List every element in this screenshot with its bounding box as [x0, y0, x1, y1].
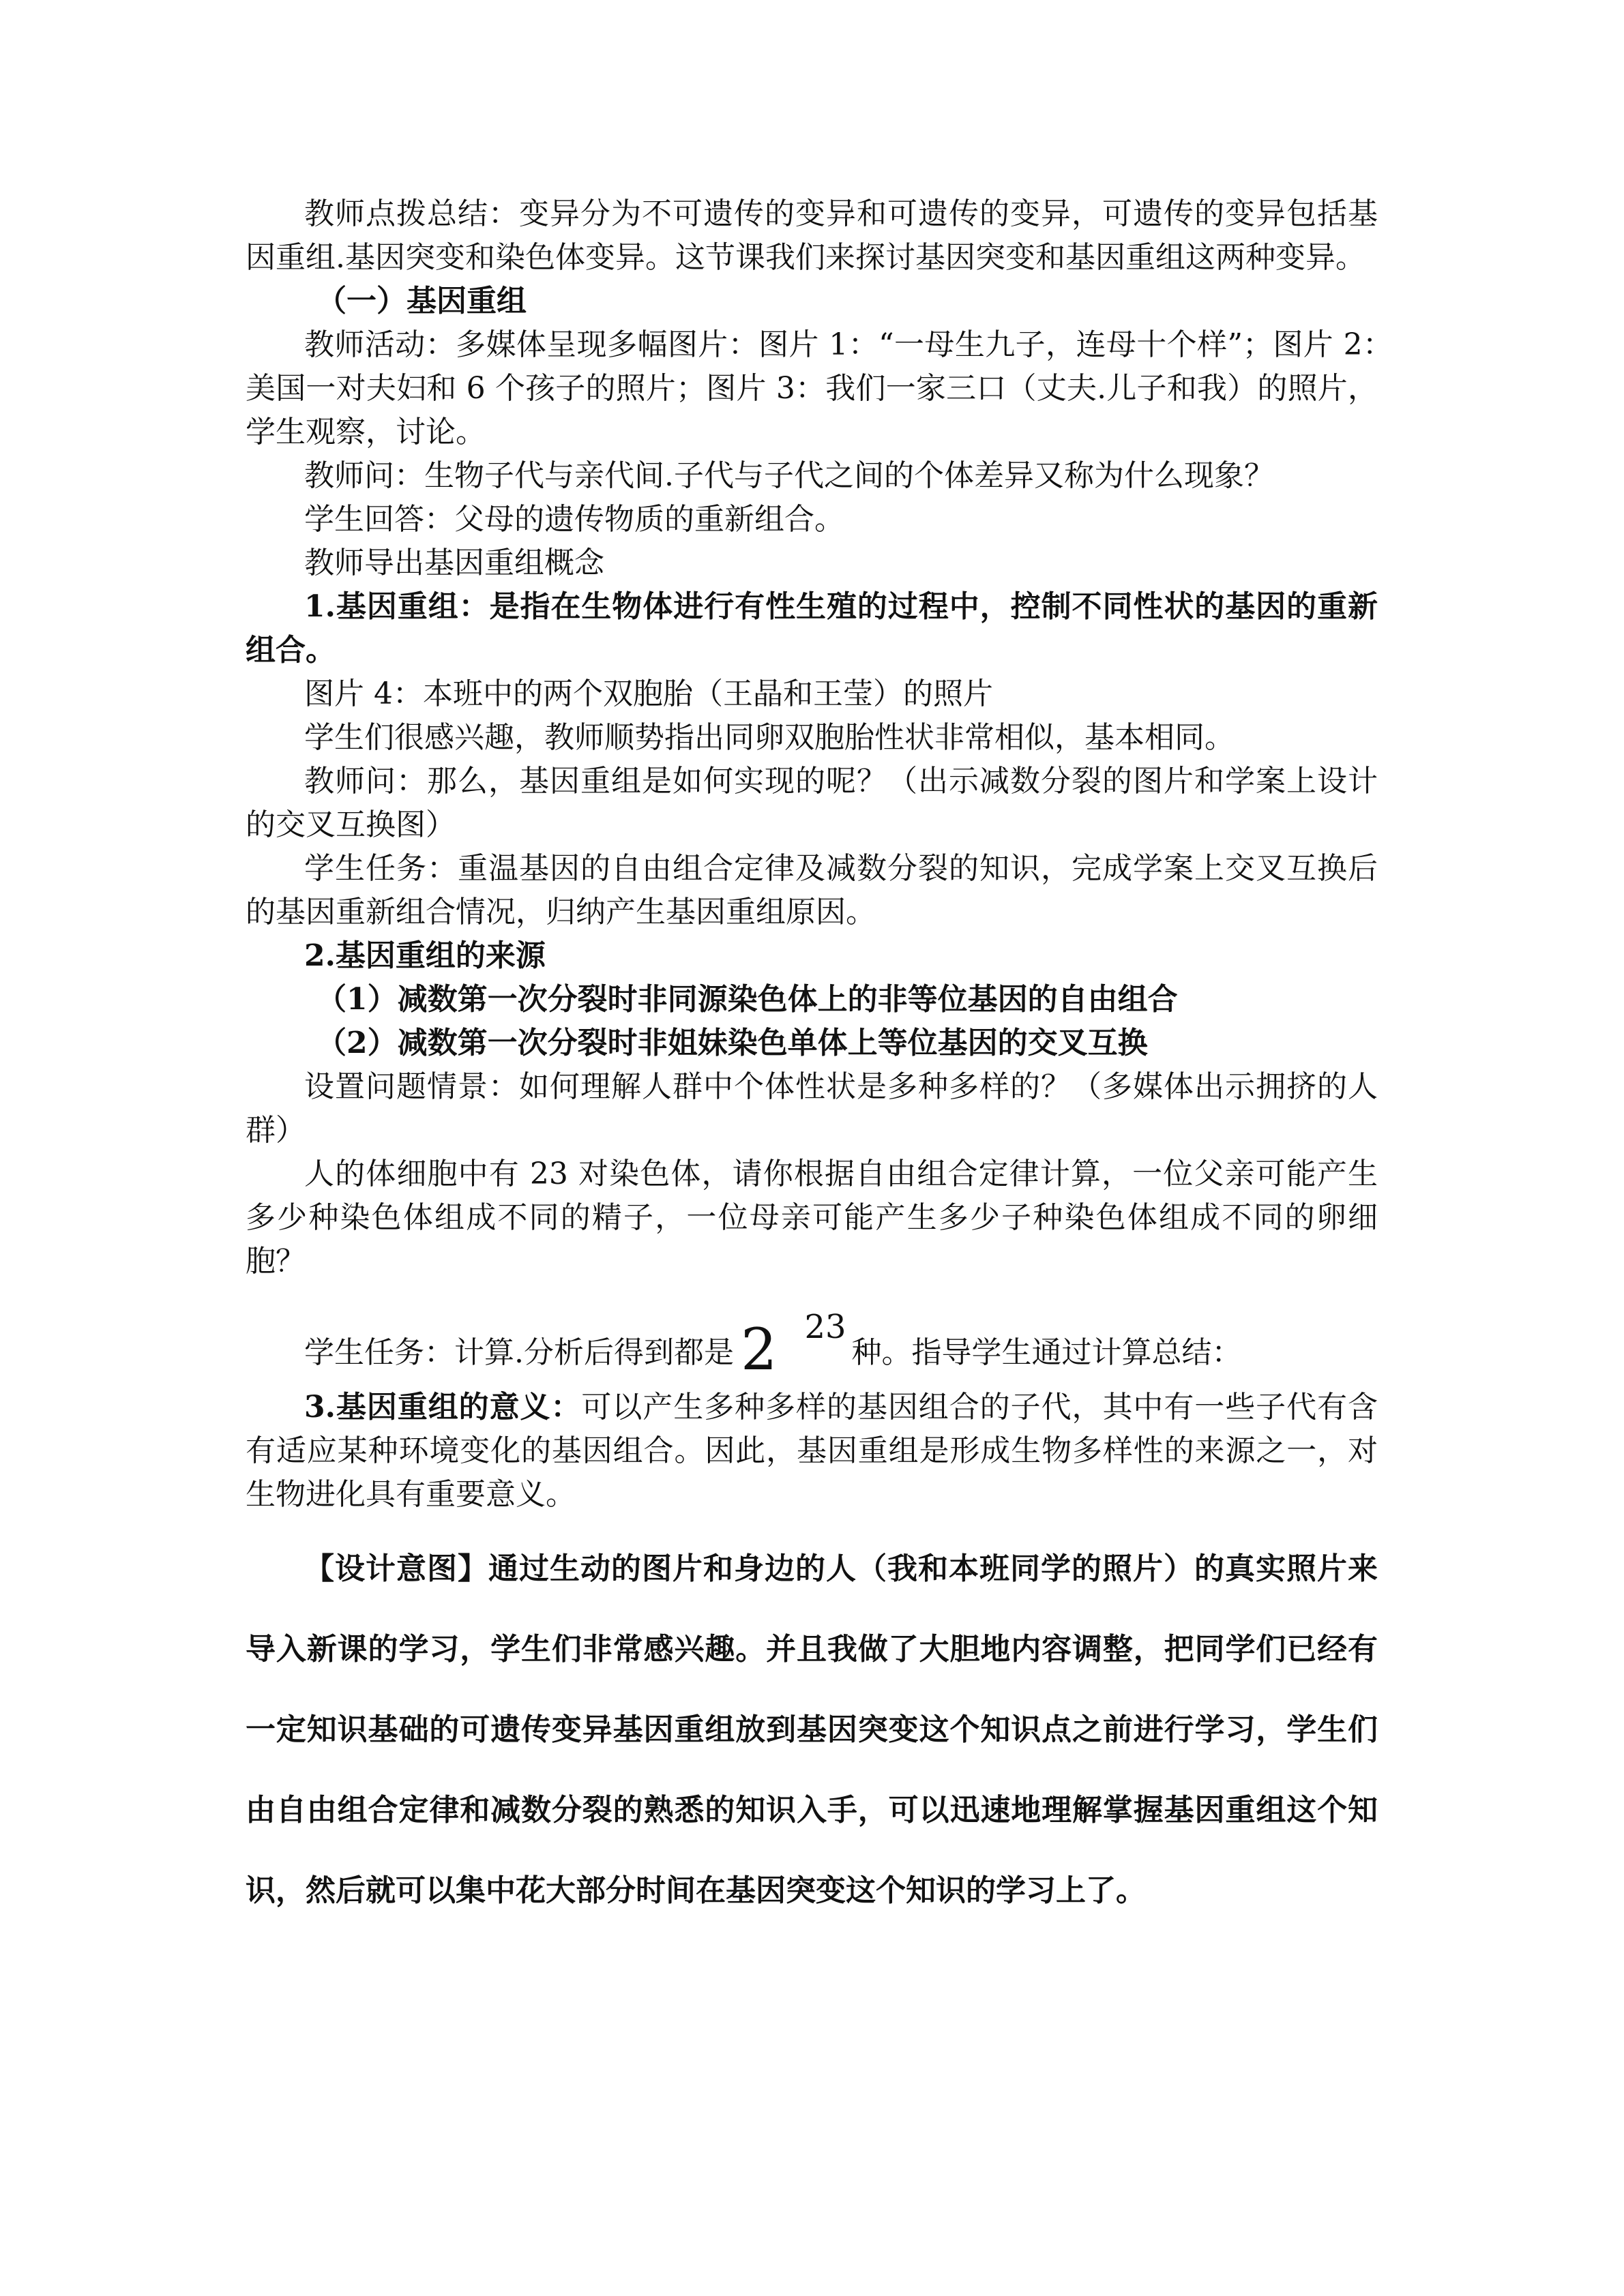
paragraph-summary: 教师点拨总结：变异分为不可遗传的变异和可遗传的变异，可遗传的变异包括基因重组.基因突变和染色体变异。这节课我们来探讨基因突变和基因重组这两种变异。 [246, 196, 1378, 275]
formula-base: 2 [741, 1316, 778, 1383]
document-page [246, 192, 1408, 1931]
paragraph-picture-4: 图片 4：本班中的两个双胞胎（王晶和王莹）的照片 [304, 676, 993, 711]
heading-sources: 2.基因重组的来源 [304, 938, 546, 973]
section-heading-gene-recombination: （一）基因重组 [316, 284, 527, 318]
formula-exponent: 23 [804, 1308, 846, 1346]
paragraph-teacher-question: 教师问：生物子代与亲代间.子代与子代之间的个体差异又称为什么现象？ [304, 458, 1274, 493]
paragraph-chromosome-question: 人的体细胞中有 23 对染色体，请你根据自由组合定律计算，一位父亲可能产生多少种染色体组成不同的精子，一位母亲可能产生多少子种染色体组成不同的卵细胞？ [246, 1157, 1378, 1279]
paragraph-concept-intro: 教师导出基因重组概念 [304, 546, 604, 580]
significance-text: 可以产生多种多样的基因组合的子代，其中有一些子代有含有适应某种环境变化的基因组合。因此，基因重组是形成生物多样性的来源之一，对生物进化具有重要意义。 [246, 1390, 1378, 1512]
paragraph-student-answer: 学生回答：父母的遗传物质的重新组合。 [304, 502, 844, 537]
paragraph-students-interest: 学生们很感兴趣，教师顺势指出同卵双胞胎性状非常相似，基本相同。 [304, 720, 1235, 755]
paragraph-design-intent: 【设计意图】通过生动的图片和身边的人（我和本班同学的照片）的真实照片来导入新课的学习，学生们非常感兴趣。并且我做了大胆地内容调整，把同学们已经有一定知识基础的可遗传变异基因重组放到基因突变这个知识点之前进行学习，学生们由自由组合定律和减数分裂的熟悉的知识入手，可以迅速地理解掌握基因重组这个知识，然后就可以集中花大部分时间在基因突变这个知识的学习上了。 [246, 1551, 1378, 1908]
paragraph-student-task: 学生任务：重温基因的自由组合定律及减数分裂的知识，完成学案上交叉互换后的基因重新组合情况，归纳产生基因重组原因。 [246, 851, 1378, 929]
paragraph-calculation [246, 1283, 1378, 1386]
source-item-2: （2）减数第一次分裂时非姐妹染色单体上等位基因的交叉互换 [316, 1026, 1148, 1060]
calc-text-before: 学生任务：计算.分析后得到都是 [304, 1335, 734, 1370]
paragraph-teacher-question-2: 教师问：那么，基因重组是如何实现的呢？（出示减数分裂的图片和学案上设计的交叉互换图） [246, 764, 1378, 842]
source-item-1: （1）减数第一次分裂时非同源染色体上的非等位基因的自由组合 [316, 982, 1178, 1017]
paragraph-problem-scenario: 设置问题情景：如何理解人群中个体性状是多种多样的？（多媒体出示拥挤的人群） [246, 1069, 1378, 1148]
calc-text-after: 种。指导学生通过计算总结： [851, 1335, 1242, 1370]
significance-label: 3.基因重组的意义： [304, 1390, 582, 1425]
definition-gene-recombination: 1.基因重组：是指在生物体进行有性生殖的过程中，控制不同性状的基因的重新组合。 [246, 589, 1378, 668]
paragraph-teacher-activity: 教师活动：多媒体呈现多幅图片：图片 1：“一母生九子，连母十个样”；图片 2： 美国一对夫妇和 6 个孩子的照片；图片 3：我们一家三口（丈夫.儿子和我）的照片，学生观察，讨论。 [246, 327, 1408, 449]
paragraph-significance [246, 1386, 1378, 1517]
